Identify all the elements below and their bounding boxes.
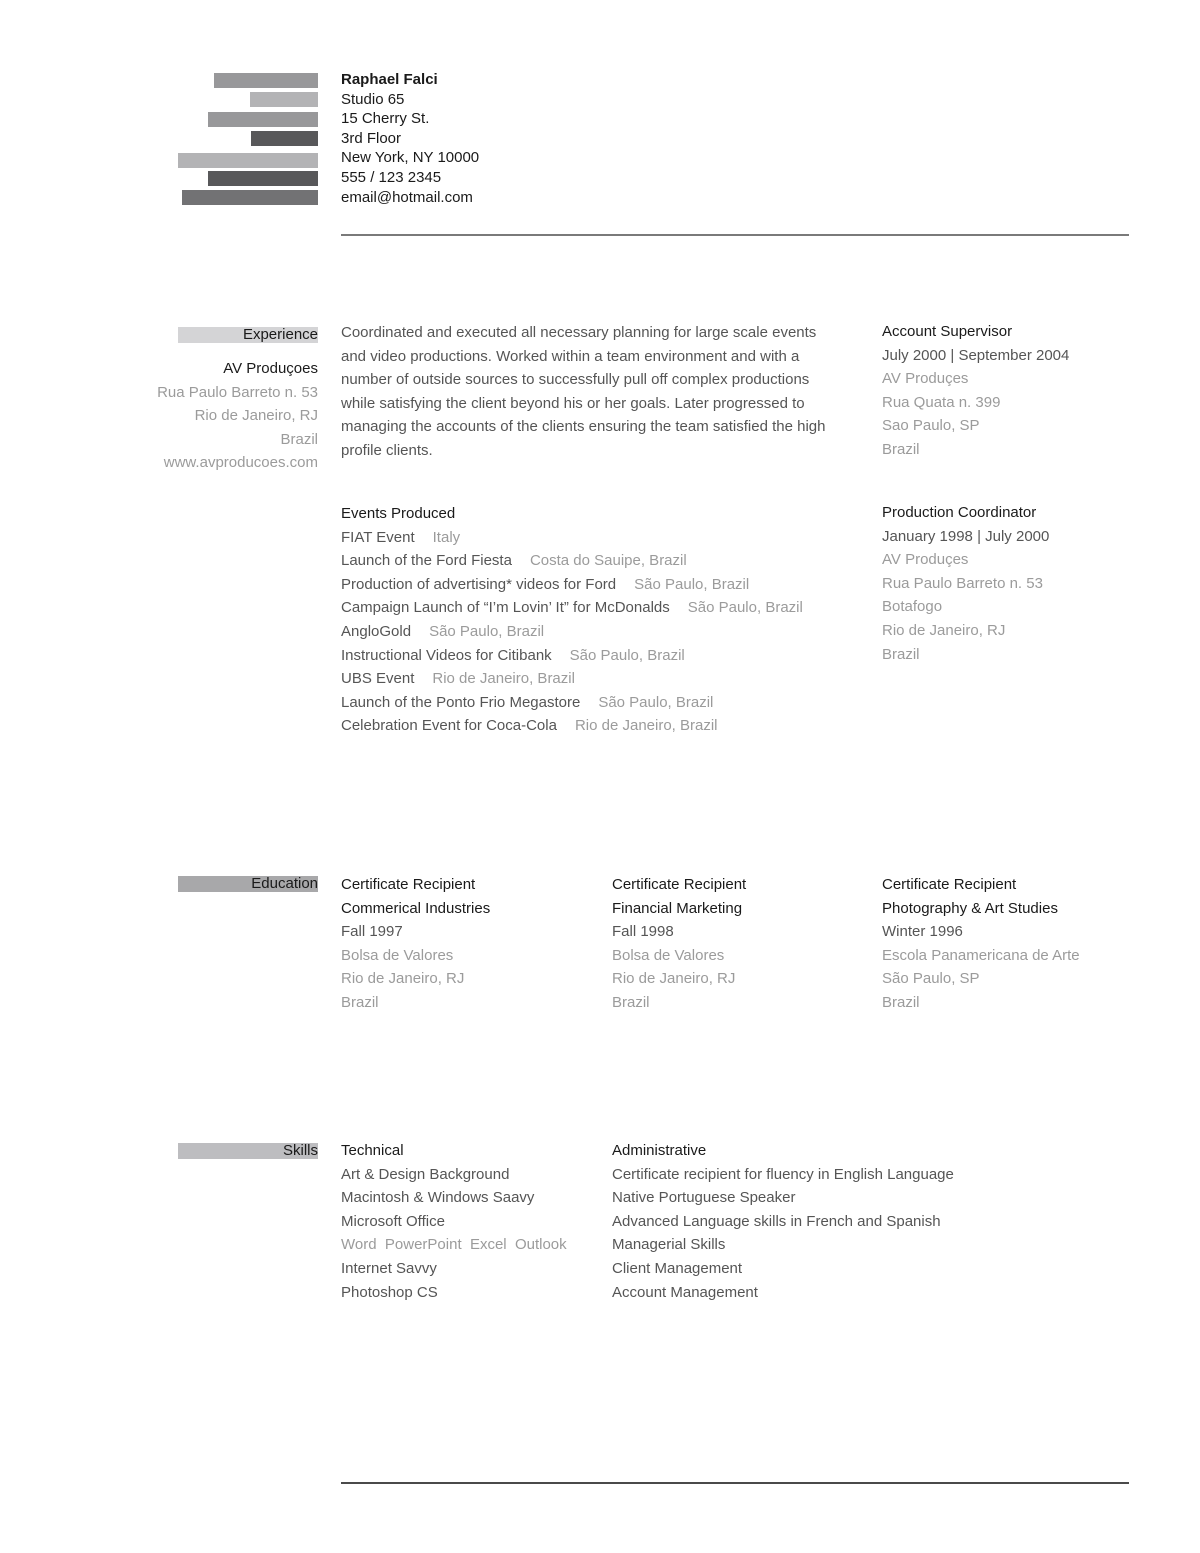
skill-item: Advanced Language skills in French and Spanish [612, 1212, 941, 1230]
company-name: AV Produçoes [223, 360, 318, 377]
event-name: Instructional Videos for Citibank [341, 646, 552, 664]
event-item [341, 691, 866, 715]
event-name: Production of advertising* videos for Ford [341, 575, 617, 593]
event-name: Launch of the Ford Fiesta [341, 552, 512, 570]
education-entry [341, 873, 601, 1015]
experience-company-block [118, 357, 318, 475]
event-location: Rio de Janeiro, Brazil [574, 717, 718, 735]
event-name: Launch of the Ponto Frio Megastore [341, 693, 581, 711]
education-term: Winter 1996 [882, 923, 963, 941]
contact-block [341, 70, 479, 207]
position-address-line: Brazil [882, 645, 920, 663]
technical-skills [341, 1139, 606, 1304]
position-address-line: AV Produçes [882, 551, 969, 569]
position-address-line: AV Produçes [882, 370, 969, 388]
administrative-skills [612, 1139, 1112, 1304]
position-address-line: Botafogo [882, 598, 943, 616]
education-title: Certificate Recipient [882, 876, 1017, 893]
footer-divider [341, 1482, 1129, 1484]
email-address: email@hotmail.com [341, 188, 473, 206]
contact-line: 15 Cherry St. [341, 110, 430, 128]
description-line: and video productions. Worked within a team environment and with a [341, 347, 800, 365]
education-address-line: Bolsa de Valores [341, 946, 454, 964]
event-name: Campaign Launch of “I’m Lovin’ It” for McDonalds [341, 599, 670, 617]
event-location: Italy [432, 528, 461, 546]
logo-bar [208, 171, 318, 186]
education-title: Certificate Recipient [612, 876, 747, 893]
logo-bar [214, 73, 318, 88]
skill-item: Photoshop CS [341, 1283, 438, 1301]
event-location: Rio de Janeiro, Brazil [432, 670, 575, 688]
administrative-heading: Administrative [612, 1142, 707, 1159]
education-address-line: São Paulo, SP [882, 970, 980, 988]
skills-section-label: Skills [178, 1143, 318, 1159]
event-location: São Paulo, Brazil [569, 646, 685, 664]
education-section-label: Education [178, 876, 318, 892]
logo-bar [178, 153, 318, 168]
education-field: Photography & Art Studies [882, 899, 1058, 917]
skill-item: Microsoft Office [341, 1212, 445, 1230]
position-address-line: Sao Paulo, SP [882, 417, 980, 435]
education-field: Financial Marketing [612, 899, 743, 917]
education-address-line: Brazil [341, 993, 379, 1011]
skill-item: Art & Design Background [341, 1165, 510, 1183]
position-dates: January 1998 | July 2000 [882, 527, 1050, 545]
position-account-supervisor [882, 320, 1182, 462]
education-field: Commerical Industries [341, 899, 491, 917]
company-address-line: Rio de Janeiro, RJ [194, 407, 318, 425]
logo-bar [250, 92, 318, 107]
education-address-line: Escola Panamericana de Arte [882, 946, 1080, 964]
logo-bar [182, 190, 318, 205]
contact-line: New York, NY 10000 [341, 149, 480, 167]
logo-bar [208, 112, 318, 127]
skill-item: Certificate recipient for fluency in English Language [612, 1165, 954, 1183]
description-line: Coordinated and executed all necessary planning for large scale events [341, 324, 817, 341]
education-term: Fall 1997 [341, 923, 403, 941]
education-entry [612, 873, 872, 1015]
event-location: São Paulo, Brazil [598, 693, 714, 711]
event-location: São Paulo, Brazil [429, 622, 545, 640]
position-address-line: Rua Paulo Barreto n. 53 [882, 574, 1043, 592]
skill-item: Internet Savvy [341, 1259, 437, 1277]
position-address-line: Rua Quata n. 399 [882, 393, 1001, 411]
skill-item: Native Portuguese Speaker [612, 1189, 796, 1207]
contact-line: 3rd Floor [341, 129, 402, 147]
event-location: Costa do Sauipe, Brazil [529, 552, 687, 570]
event-item [341, 714, 866, 738]
education-title: Certificate Recipient [341, 876, 476, 893]
company-address-line: Brazil [280, 430, 318, 448]
position-address-line: Rio de Janeiro, RJ [882, 621, 1006, 639]
position-title: Production Coordinator [882, 504, 1037, 521]
contact-line: Studio 65 [341, 90, 405, 108]
events-produced [341, 502, 866, 738]
contact-line: 555 / 123 2345 [341, 168, 442, 186]
company-website: www.avproducoes.com [163, 454, 318, 472]
education-entry [882, 873, 1182, 1015]
skill-item: Macintosh & Windows Saavy [341, 1189, 535, 1207]
event-location: São Paulo, Brazil [687, 599, 803, 617]
event-item [341, 526, 866, 550]
events-heading: Events Produced [341, 505, 456, 522]
event-item [341, 596, 866, 620]
event-item [341, 549, 866, 573]
skill-item: Client Management [612, 1259, 743, 1277]
event-item [341, 667, 866, 691]
education-address-line: Bolsa de Valores [612, 946, 725, 964]
event-item [341, 644, 866, 668]
candidate-name: Raphael Falci [341, 71, 438, 88]
event-name: AngloGold [341, 622, 412, 640]
position-address-line: Brazil [882, 440, 920, 458]
event-name: Celebration Event for Coca-Cola [341, 717, 557, 735]
event-item [341, 573, 866, 597]
event-name: FIAT Event [341, 528, 415, 546]
experience-section-label: Experience [178, 327, 318, 343]
experience-description [341, 321, 866, 463]
education-address-line: Brazil [612, 993, 650, 1011]
position-title: Account Supervisor [882, 323, 1013, 340]
skill-item: Account Management [612, 1283, 758, 1301]
skill-item: Managerial Skills [612, 1236, 726, 1254]
description-line: while satisfying the client beyond his or her goals. Later progressed to [341, 394, 805, 412]
event-name: UBS Event [341, 670, 415, 688]
position-dates: July 2000 | September 2004 [882, 346, 1070, 364]
education-address-line: Brazil [882, 993, 920, 1011]
description-line: profile clients. [341, 441, 433, 459]
event-item [341, 620, 866, 644]
header-divider [341, 234, 1129, 236]
event-location: São Paulo, Brazil [634, 575, 750, 593]
description-line: number of outside sources to successfully pull off complex productions [341, 371, 810, 389]
education-address-line: Rio de Janeiro, RJ [612, 970, 736, 988]
logo-bar [251, 131, 318, 146]
description-line: managing the accounts of the clients ensuring the team satisfied the high [341, 418, 826, 436]
company-address-line: Rua Paulo Barreto n. 53 [157, 383, 318, 401]
position-production-coordinator [882, 501, 1182, 666]
education-address-line: Rio de Janeiro, RJ [341, 970, 465, 988]
technical-heading: Technical [341, 1142, 404, 1159]
office-apps-list: Word PowerPoint Excel Outlook [341, 1236, 567, 1254]
education-term: Fall 1998 [612, 923, 674, 941]
